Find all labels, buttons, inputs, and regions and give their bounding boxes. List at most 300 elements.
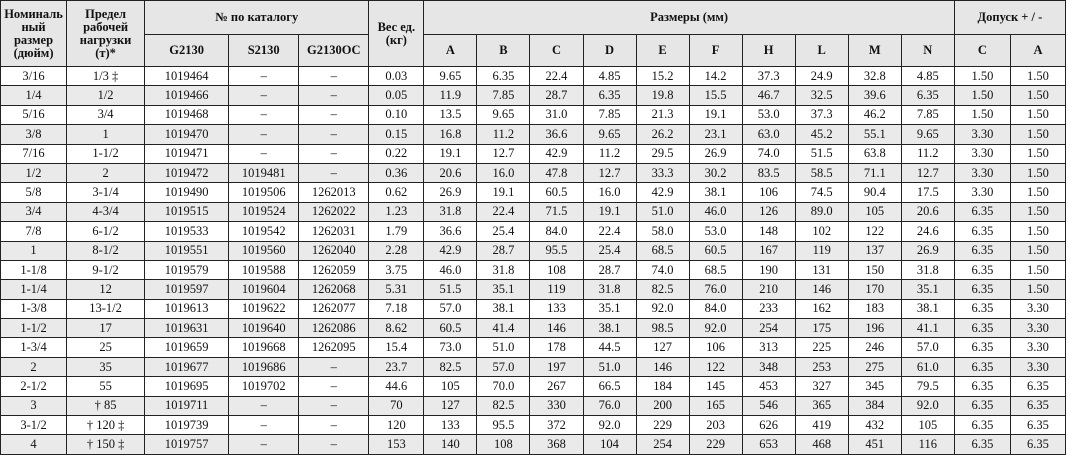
table-cell: 9-1/2 — [67, 260, 145, 279]
table-cell: 1019677 — [145, 357, 229, 376]
header-dim-col: N — [901, 35, 954, 67]
table-cell: 1019622 — [229, 299, 299, 318]
table-cell: 1.50 — [954, 86, 1010, 105]
table-cell: 1/3 ‡ — [67, 67, 145, 86]
table-row — [1, 163, 1066, 182]
table-cell: 453 — [742, 377, 795, 396]
table-cell: 76.0 — [583, 396, 636, 415]
table-cell: 1262013 — [299, 183, 369, 202]
table-cell: 6.35 — [954, 260, 1010, 279]
table-cell: 92.0 — [689, 319, 742, 338]
table-cell: 246 — [848, 338, 901, 357]
table-cell: 98.5 — [636, 319, 689, 338]
table-cell: 6.35 — [954, 202, 1010, 221]
table-cell: 23.1 — [689, 125, 742, 144]
table-cell: 203 — [689, 416, 742, 435]
header-nominal-size: Номиналь ный размер (дюйм) — [1, 1, 67, 67]
table-cell: 45.2 — [795, 125, 848, 144]
table-cell: 2.28 — [369, 241, 424, 260]
table-cell: 5.31 — [369, 280, 424, 299]
table-cell: 1019702 — [229, 377, 299, 396]
table-cell: 26.9 — [689, 144, 742, 163]
table-cell: 1262095 — [299, 338, 369, 357]
table-cell: 653 — [742, 435, 795, 454]
table-cell: 190 — [742, 260, 795, 279]
table-cell: 66.5 — [583, 377, 636, 396]
table-cell: 6.35 — [954, 338, 1010, 357]
table-cell: 82.5 — [424, 357, 477, 376]
table-cell: 84.0 — [530, 222, 583, 241]
table-cell: 4-3/4 — [67, 202, 145, 221]
table-cell: 3-1/2 — [1, 416, 67, 435]
table-cell: 178 — [530, 338, 583, 357]
table-cell: 225 — [795, 338, 848, 357]
table-cell: 33.3 — [636, 163, 689, 182]
table-cell: 35 — [67, 357, 145, 376]
table-cell: 0.10 — [369, 105, 424, 124]
table-cell: 327 — [795, 377, 848, 396]
table-row — [1, 280, 1066, 299]
table-cell: 28.7 — [583, 260, 636, 279]
table-cell: 8.62 — [369, 319, 424, 338]
table-header — [1, 1, 1066, 67]
table-cell: – — [299, 163, 369, 182]
table-cell: 12 — [67, 280, 145, 299]
table-cell: 1-1/4 — [1, 280, 67, 299]
table-cell: 16.8 — [424, 125, 477, 144]
table-cell: 20.6 — [901, 202, 954, 221]
table-cell: 6.35 — [954, 416, 1010, 435]
table-cell: 23.7 — [369, 357, 424, 376]
table-cell: – — [299, 105, 369, 124]
table-cell: 6.35 — [477, 67, 530, 86]
table-cell: 22.4 — [477, 202, 530, 221]
table-cell: 24.9 — [795, 67, 848, 86]
table-cell: 32.8 — [848, 67, 901, 86]
table-cell: 1019533 — [145, 222, 229, 241]
table-cell: – — [229, 105, 299, 124]
table-cell: 1019613 — [145, 299, 229, 318]
table-cell: 3.30 — [1010, 319, 1065, 338]
table-cell: 0.03 — [369, 67, 424, 86]
table-cell: – — [299, 435, 369, 454]
table-cell: 146 — [795, 280, 848, 299]
table-cell: 1019466 — [145, 86, 229, 105]
table-cell: 1.50 — [1010, 144, 1065, 163]
table-cell: 15.5 — [689, 86, 742, 105]
table-cell: 31.8 — [583, 280, 636, 299]
table-cell: 29.5 — [636, 144, 689, 163]
table-cell: 106 — [689, 338, 742, 357]
table-cell: 4.85 — [901, 67, 954, 86]
table-cell: 73.0 — [424, 338, 477, 357]
table-cell: 170 — [848, 280, 901, 299]
table-cell: 8-1/2 — [67, 241, 145, 260]
table-cell: 9.65 — [424, 67, 477, 86]
table-cell: 119 — [795, 241, 848, 260]
table-cell: 44.6 — [369, 377, 424, 396]
table-cell: 63.0 — [742, 125, 795, 144]
table-cell: 1.50 — [1010, 260, 1065, 279]
table-cell: – — [299, 357, 369, 376]
table-cell: 53.0 — [742, 105, 795, 124]
table-cell: 21.3 — [636, 105, 689, 124]
table-cell: 1262059 — [299, 260, 369, 279]
table-cell: 1.50 — [1010, 280, 1065, 299]
table-cell: 1019515 — [145, 202, 229, 221]
table-cell: 1019542 — [229, 222, 299, 241]
table-cell: 145 — [689, 377, 742, 396]
table-cell: 1019588 — [229, 260, 299, 279]
table-cell: 254 — [636, 435, 689, 454]
table-cell: 167 — [742, 241, 795, 260]
table-cell: 0.22 — [369, 144, 424, 163]
table-cell: 71.1 — [848, 163, 901, 182]
table-row — [1, 144, 1066, 163]
table-cell: 348 — [742, 357, 795, 376]
table-cell: 546 — [742, 396, 795, 415]
table-cell: 22.4 — [583, 222, 636, 241]
table-cell: 148 — [742, 222, 795, 241]
table-cell: – — [299, 125, 369, 144]
table-cell: 1019668 — [229, 338, 299, 357]
table-cell: 1.23 — [369, 202, 424, 221]
table-row — [1, 416, 1066, 435]
table-cell: 84.0 — [689, 299, 742, 318]
table-cell: 3.30 — [1010, 299, 1065, 318]
table-cell: 153 — [369, 435, 424, 454]
table-cell: 1019597 — [145, 280, 229, 299]
table-cell: 1.50 — [954, 105, 1010, 124]
table-cell: 3.30 — [1010, 357, 1065, 376]
table-cell: 16.0 — [477, 163, 530, 182]
table-cell: 1-3/4 — [1, 338, 67, 357]
table-cell: 57.0 — [424, 299, 477, 318]
table-cell: 372 — [530, 416, 583, 435]
header-wll: Предел рабочей нагрузки (т)* — [67, 1, 145, 67]
table-cell: 3-1/4 — [67, 183, 145, 202]
table-cell: 1262086 — [299, 319, 369, 338]
table-cell: 6.35 — [1010, 396, 1065, 415]
table-cell: 46.7 — [742, 86, 795, 105]
table-cell: 122 — [848, 222, 901, 241]
table-cell: 38.1 — [901, 299, 954, 318]
table-cell: 5/16 — [1, 105, 67, 124]
table-cell: 28.7 — [477, 241, 530, 260]
table-cell: 71.5 — [530, 202, 583, 221]
table-cell: 20.6 — [424, 163, 477, 182]
table-cell: † 150 ‡ — [67, 435, 145, 454]
table-cell: 1262040 — [299, 241, 369, 260]
table-cell: 0.05 — [369, 86, 424, 105]
table-cell: 1019686 — [229, 357, 299, 376]
table-cell: 70.0 — [477, 377, 530, 396]
table-cell: 37.3 — [795, 105, 848, 124]
table-cell: 1.79 — [369, 222, 424, 241]
table-cell: 55 — [67, 377, 145, 396]
table-cell: 19.1 — [583, 202, 636, 221]
table-cell: 92.0 — [583, 416, 636, 435]
table-cell: 1.50 — [1010, 125, 1065, 144]
table-cell: 1262022 — [299, 202, 369, 221]
table-cell: 13.5 — [424, 105, 477, 124]
table-cell: 229 — [636, 416, 689, 435]
table-cell: 36.6 — [424, 222, 477, 241]
table-cell: 12.7 — [583, 163, 636, 182]
table-cell: † 120 ‡ — [67, 416, 145, 435]
table-cell: 4.85 — [583, 67, 636, 86]
table-cell: 15.4 — [369, 338, 424, 357]
table-cell: 51.0 — [583, 357, 636, 376]
table-cell: 38.1 — [583, 319, 636, 338]
table-cell: 1019659 — [145, 338, 229, 357]
header-catalog-col: G2130OC — [299, 35, 369, 67]
table-cell: 41.1 — [901, 319, 954, 338]
table-cell: 1019470 — [145, 125, 229, 144]
table-cell: 229 — [689, 435, 742, 454]
table-cell: 32.5 — [795, 86, 848, 105]
table-cell: 146 — [636, 357, 689, 376]
header-dim-col: L — [795, 35, 848, 67]
table-cell: 3/16 — [1, 67, 67, 86]
table-cell: – — [229, 435, 299, 454]
table-cell: 35.1 — [583, 299, 636, 318]
table-cell: 3 — [1, 396, 67, 415]
table-cell: 39.6 — [848, 86, 901, 105]
table-cell: 7/16 — [1, 144, 67, 163]
table-cell: 1262077 — [299, 299, 369, 318]
table-cell: 1.50 — [1010, 241, 1065, 260]
table-cell: – — [229, 396, 299, 415]
table-cell: 1.50 — [1010, 163, 1065, 182]
table-cell: 162 — [795, 299, 848, 318]
header-weight: Вес ед. (кг) — [369, 1, 424, 67]
table-cell: 116 — [901, 435, 954, 454]
table-cell: 6.35 — [954, 377, 1010, 396]
table-cell: – — [229, 125, 299, 144]
table-cell: 6.35 — [954, 396, 1010, 415]
table-cell: 31.8 — [477, 260, 530, 279]
table-cell: 26.9 — [424, 183, 477, 202]
table-cell: 4 — [1, 435, 67, 454]
header-dim-col: B — [477, 35, 530, 67]
table-cell: 175 — [795, 319, 848, 338]
table-cell: 146 — [530, 319, 583, 338]
table-cell: 1.50 — [1010, 183, 1065, 202]
table-cell: 11.2 — [901, 144, 954, 163]
table-cell: 140 — [424, 435, 477, 454]
table-cell: 31.0 — [530, 105, 583, 124]
table-cell: 1019560 — [229, 241, 299, 260]
table-cell: 14.2 — [689, 67, 742, 86]
table-cell: 7.85 — [583, 105, 636, 124]
table-cell: 15.2 — [636, 67, 689, 86]
table-cell: 3.30 — [954, 163, 1010, 182]
table-cell: 184 — [636, 377, 689, 396]
table-cell: 60.5 — [424, 319, 477, 338]
table-cell: 51.5 — [424, 280, 477, 299]
table-cell: 7.85 — [901, 105, 954, 124]
table-cell: 5/8 — [1, 183, 67, 202]
table-cell: 127 — [636, 338, 689, 357]
table-cell: 68.5 — [636, 241, 689, 260]
table-cell: 104 — [583, 435, 636, 454]
table-cell: 133 — [424, 416, 477, 435]
table-cell: 105 — [424, 377, 477, 396]
table-cell: 60.5 — [689, 241, 742, 260]
table-cell: 0.36 — [369, 163, 424, 182]
table-cell: 1.50 — [1010, 222, 1065, 241]
table-row — [1, 435, 1066, 454]
table-cell: 1019579 — [145, 260, 229, 279]
table-cell: 1.50 — [1010, 67, 1065, 86]
header-dim-col: M — [848, 35, 901, 67]
table-cell: 13-1/2 — [67, 299, 145, 318]
table-cell: 46.0 — [689, 202, 742, 221]
table-cell: – — [229, 144, 299, 163]
table-cell: 330 — [530, 396, 583, 415]
table-cell: 6.35 — [954, 241, 1010, 260]
table-cell: 419 — [795, 416, 848, 435]
table-cell: 11.9 — [424, 86, 477, 105]
table-cell: 6.35 — [954, 280, 1010, 299]
table-cell: 3/4 — [67, 105, 145, 124]
table-row — [1, 67, 1066, 86]
table-cell: 42.9 — [424, 241, 477, 260]
table-cell: 44.5 — [583, 338, 636, 357]
table-cell: 183 — [848, 299, 901, 318]
table-cell: 106 — [742, 183, 795, 202]
table-cell: 31.8 — [424, 202, 477, 221]
table-cell: 131 — [795, 260, 848, 279]
table-cell: 1019631 — [145, 319, 229, 338]
table-cell: 133 — [530, 299, 583, 318]
table-cell: 35.1 — [477, 280, 530, 299]
table-cell: 275 — [848, 357, 901, 376]
table-cell: 1019739 — [145, 416, 229, 435]
table-cell: 38.1 — [689, 183, 742, 202]
table-cell: 9.65 — [477, 105, 530, 124]
table-cell: 1262031 — [299, 222, 369, 241]
table-cell: 25.4 — [583, 241, 636, 260]
table-cell: 6.35 — [1010, 435, 1065, 454]
table-cell: 95.5 — [477, 416, 530, 435]
table-cell: 1.50 — [1010, 202, 1065, 221]
table-cell: 1019551 — [145, 241, 229, 260]
table-cell: 1019464 — [145, 67, 229, 86]
table-cell: 79.5 — [901, 377, 954, 396]
table-cell: 46.0 — [424, 260, 477, 279]
table-cell: 1019506 — [229, 183, 299, 202]
table-cell: 35.1 — [901, 280, 954, 299]
table-cell: 1019468 — [145, 105, 229, 124]
table-cell: 313 — [742, 338, 795, 357]
table-cell: 51.5 — [795, 144, 848, 163]
table-cell: – — [229, 86, 299, 105]
table-cell: – — [299, 377, 369, 396]
table-cell: 6.35 — [1010, 377, 1065, 396]
table-cell: 137 — [848, 241, 901, 260]
table-cell: 42.9 — [530, 144, 583, 163]
table-cell: 6.35 — [954, 435, 1010, 454]
table-cell: 31.8 — [901, 260, 954, 279]
table-cell: 1019471 — [145, 144, 229, 163]
table-cell: 51.0 — [477, 338, 530, 357]
table-cell: 74.0 — [636, 260, 689, 279]
table-body — [1, 67, 1066, 455]
table-cell: 36.6 — [530, 125, 583, 144]
table-cell: 6.35 — [1010, 416, 1065, 435]
table-cell: 3.30 — [1010, 338, 1065, 357]
table-cell: 95.5 — [530, 241, 583, 260]
table-cell: 102 — [795, 222, 848, 241]
table-cell: 51.0 — [636, 202, 689, 221]
table-cell: 6.35 — [583, 86, 636, 105]
table-cell: 1-1/2 — [67, 144, 145, 163]
header-dim-col: D — [583, 35, 636, 67]
table-row — [1, 396, 1066, 415]
table-cell: 126 — [742, 202, 795, 221]
header-dim-col: A — [424, 35, 477, 67]
table-cell: – — [299, 144, 369, 163]
table-cell: 6.35 — [954, 319, 1010, 338]
table-row — [1, 338, 1066, 357]
table-cell: 19.1 — [424, 144, 477, 163]
table-cell: 63.8 — [848, 144, 901, 163]
table-row — [1, 241, 1066, 260]
table-cell: 253 — [795, 357, 848, 376]
table-cell: 1 — [67, 125, 145, 144]
table-cell: 12.7 — [477, 144, 530, 163]
table-cell: 3.75 — [369, 260, 424, 279]
header-tolerance: Допуск + / - — [954, 1, 1065, 35]
table-cell: 1-1/2 — [1, 319, 67, 338]
table-cell: 70 — [369, 396, 424, 415]
table-cell: 2-1/2 — [1, 377, 67, 396]
table-cell: 6.35 — [954, 357, 1010, 376]
table-cell: 1-3/8 — [1, 299, 67, 318]
table-cell: 0.62 — [369, 183, 424, 202]
table-cell: 24.6 — [901, 222, 954, 241]
table-cell: 26.2 — [636, 125, 689, 144]
table-cell: 25.4 — [477, 222, 530, 241]
table-cell: 82.5 — [477, 396, 530, 415]
header-catalog-col: G2130 — [145, 35, 229, 67]
table-cell: 1019695 — [145, 377, 229, 396]
table-cell: 345 — [848, 377, 901, 396]
table-cell: 11.2 — [583, 144, 636, 163]
table-cell: – — [229, 416, 299, 435]
table-cell: 19.8 — [636, 86, 689, 105]
table-cell: 7.85 — [477, 86, 530, 105]
table-cell: – — [299, 86, 369, 105]
table-cell: 89.0 — [795, 202, 848, 221]
table-cell: 1019472 — [145, 163, 229, 182]
table-row — [1, 299, 1066, 318]
table-cell: 122 — [689, 357, 742, 376]
table-cell: 37.3 — [742, 67, 795, 86]
header-dim-col: F — [689, 35, 742, 67]
table-cell: 7.18 — [369, 299, 424, 318]
table-cell: 11.2 — [477, 125, 530, 144]
table-cell: 1.50 — [1010, 105, 1065, 124]
table-cell: 210 — [742, 280, 795, 299]
table-cell: 120 — [369, 416, 424, 435]
table-cell: 105 — [848, 202, 901, 221]
table-cell: 150 — [848, 260, 901, 279]
table-cell: 6-1/2 — [67, 222, 145, 241]
header-dim-col: E — [636, 35, 689, 67]
